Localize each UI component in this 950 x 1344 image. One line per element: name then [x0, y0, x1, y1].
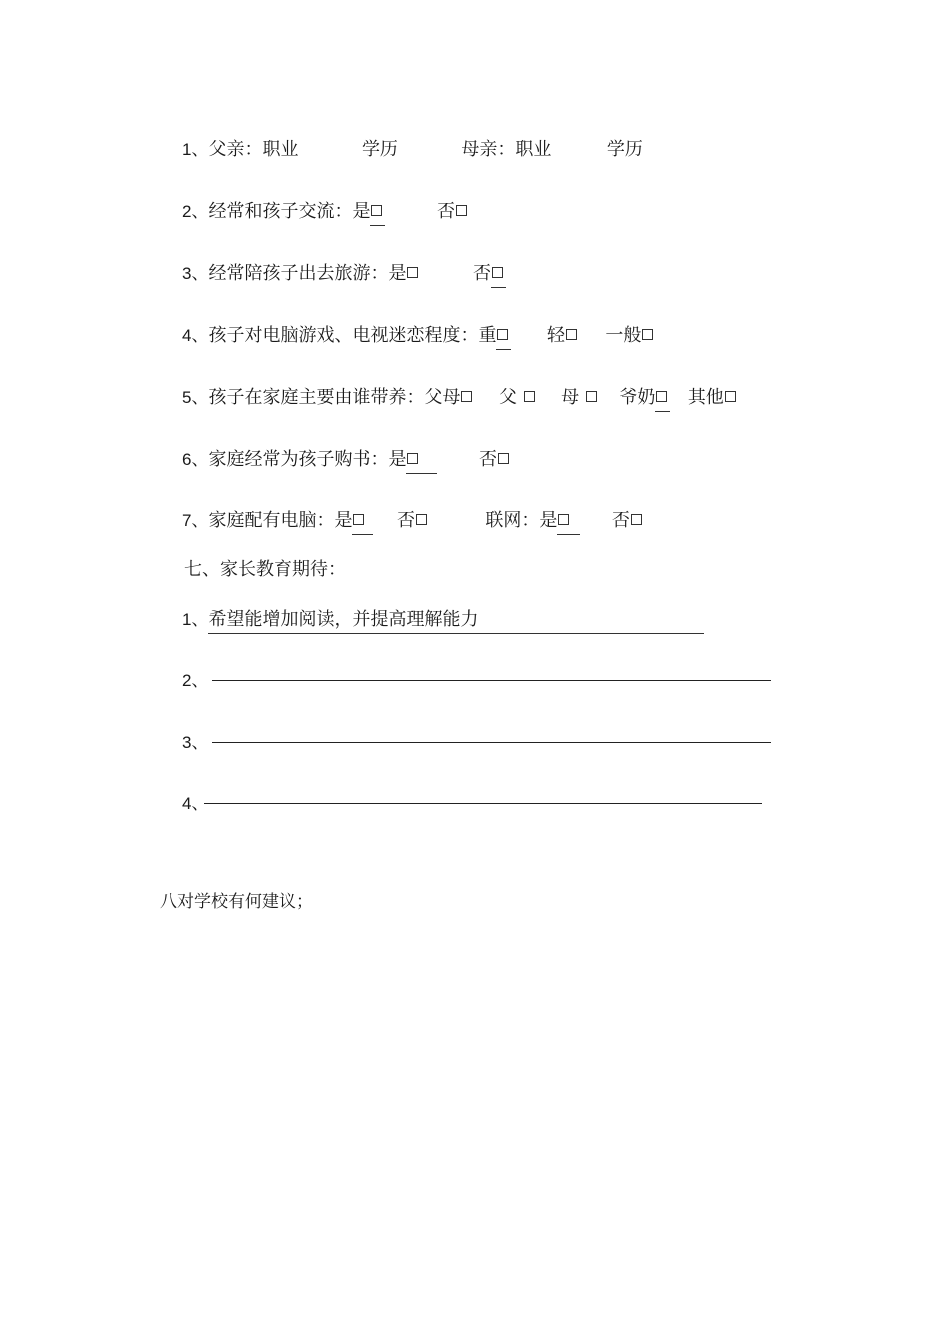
yes-checkbox[interactable]: [371, 205, 382, 216]
internet-label: 联网：是: [485, 510, 558, 531]
item-number: 1、: [182, 610, 209, 629]
mother-occupation-label: 母亲：职业: [461, 139, 552, 160]
question-number: 3、: [182, 264, 209, 283]
question-text: 家庭配有电脑：是: [208, 510, 353, 531]
mother-checkbox[interactable]: [586, 391, 597, 402]
father-education-label: 学历: [361, 139, 398, 160]
grandparents-checkbox[interactable]: [656, 391, 667, 402]
section-8-title: 八对学校有何建议；: [160, 892, 313, 912]
question-7: [182, 508, 643, 534]
item-number: 2、: [182, 671, 209, 690]
question-4: [182, 323, 654, 349]
light-label: 轻: [546, 325, 565, 346]
hope-item-4: [182, 791, 208, 817]
heavy-checkbox[interactable]: [497, 329, 508, 340]
hope-item-2: [182, 668, 208, 694]
hope-answer-line-4[interactable]: [204, 803, 762, 804]
computer-yes-checkbox[interactable]: [353, 514, 364, 525]
no-checkbox[interactable]: [456, 205, 467, 216]
mother-education-label: 学历: [606, 139, 643, 160]
grandparents-label: 爷奶: [619, 387, 656, 408]
item-number: 3、: [182, 733, 209, 752]
other-checkbox[interactable]: [725, 391, 736, 402]
no-label: 否: [478, 449, 497, 470]
question-text: 孩子在家庭主要由谁带养：父母: [208, 387, 461, 408]
no-label: 否: [436, 201, 455, 222]
question-text: 经常陪孩子出去旅游：是: [208, 263, 407, 284]
normal-checkbox[interactable]: [642, 329, 653, 340]
question-6: [182, 447, 510, 473]
no-label: 否: [472, 263, 491, 284]
question-number: 5、: [182, 388, 209, 407]
computer-no-checkbox[interactable]: [416, 514, 427, 525]
light-checkbox[interactable]: [566, 329, 577, 340]
question-1: [182, 137, 643, 163]
question-3: [182, 261, 506, 287]
question-number: 7、: [182, 511, 209, 530]
question-text: 孩子对电脑游戏、电视迷恋程度：重: [208, 325, 497, 346]
yes-checkbox[interactable]: [407, 267, 418, 278]
question-number: 1、: [182, 140, 209, 159]
question-text: 经常和孩子交流：是: [208, 201, 371, 222]
hope-item-1: [182, 607, 704, 633]
internet-no-label: 否: [611, 510, 630, 531]
question-text: 家庭经常为孩子购书：是: [208, 449, 407, 470]
yes-checkbox[interactable]: [407, 453, 418, 464]
internet-yes-checkbox[interactable]: [558, 514, 569, 525]
no-checkbox[interactable]: [492, 267, 503, 278]
parents-checkbox[interactable]: [461, 391, 472, 402]
father-occupation-label: 父亲：职业: [208, 139, 299, 160]
hope-answer-line-3[interactable]: [212, 742, 771, 743]
father-label: 父: [498, 387, 517, 408]
question-number: 4、: [182, 326, 209, 345]
hope-answer-line-2[interactable]: [212, 680, 771, 681]
internet-no-checkbox[interactable]: [631, 514, 642, 525]
question-5: [182, 385, 737, 411]
no-checkbox[interactable]: [498, 453, 509, 464]
computer-no-label: 否: [396, 510, 415, 531]
mother-label: 母: [561, 387, 580, 408]
question-2: [182, 199, 468, 225]
normal-label: 一般: [605, 325, 642, 346]
hope-item-3: [182, 730, 208, 756]
item-number: 4、: [182, 794, 209, 813]
hope-answer-1[interactable]: 希望能增加阅读，并提高理解能力: [208, 607, 704, 634]
question-number: 6、: [182, 450, 209, 469]
question-number: 2、: [182, 202, 209, 221]
other-label: 其他: [687, 387, 724, 408]
section-7-title: 七、家长教育期待：: [184, 559, 346, 580]
father-checkbox[interactable]: [524, 391, 535, 402]
